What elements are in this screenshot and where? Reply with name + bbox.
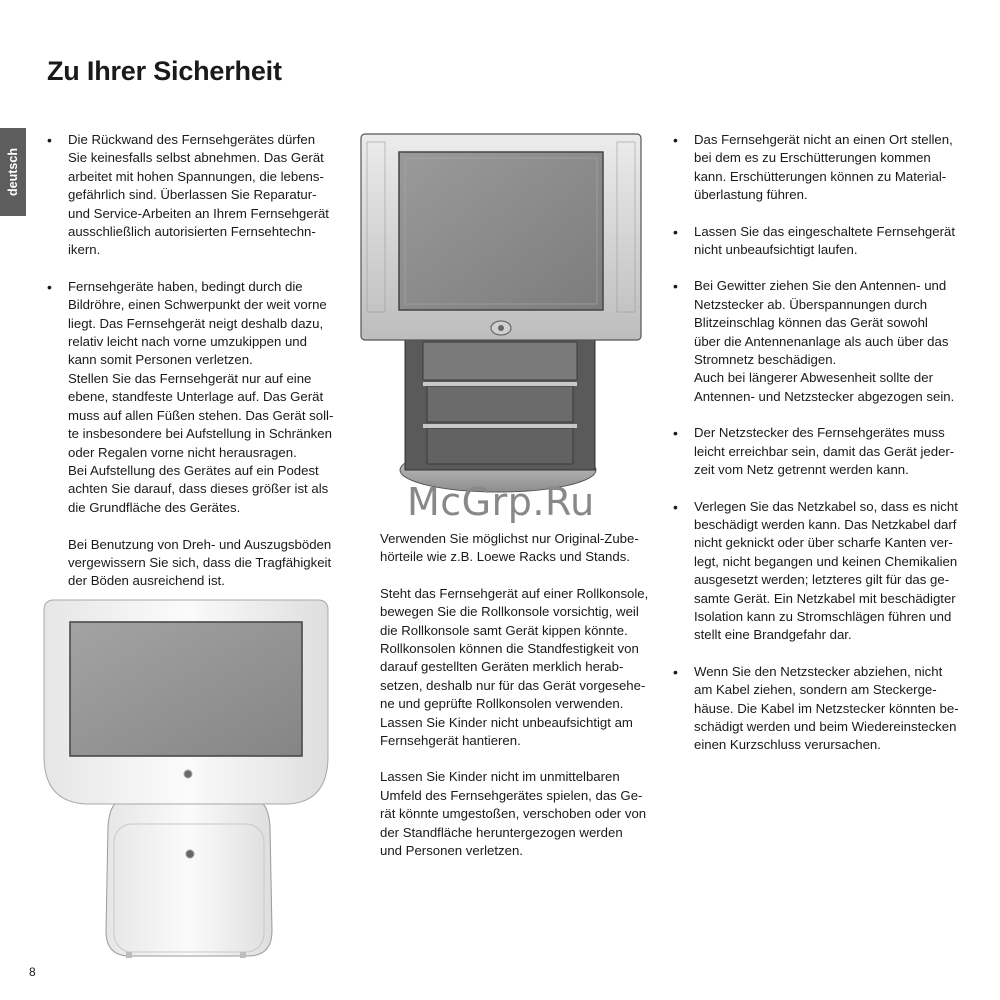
text-line: ausschließlich autorisierten Fernsehtechn-	[68, 224, 316, 240]
text-line: darauf gestellten Geräten merklich herab-	[380, 659, 624, 675]
text-line: • Das Fernsehgerät nicht an einen Ort stellen,	[694, 132, 953, 147]
text-line: Rollkonsolen können die Standfestigkeit von	[380, 641, 639, 657]
text-line: oder Regalen vorne nicht herausragen.	[68, 444, 297, 460]
text-line: beschädigt werden kann. Das Netzkabel darf	[694, 516, 957, 532]
text-line: gefährlich sind. Überlassen Sie Reparatur-	[68, 187, 317, 203]
text-line: liegt. Das Fernsehgerät neigt deshalb dazu,	[68, 315, 324, 331]
paragraph	[380, 530, 650, 567]
text-line: ikern.	[68, 242, 101, 258]
bullet-item	[673, 663, 973, 755]
text-line: Stromnetz beschädigen.	[694, 352, 837, 368]
watermark: McGrp.Ru	[407, 480, 595, 524]
paragraph	[380, 585, 650, 751]
tv-power-led	[184, 770, 192, 778]
text-line	[68, 517, 347, 535]
text-line: samte Gerät. Ein Netzkabel mit beschädigter	[694, 590, 956, 606]
text-line: achten Sie darauf, dass dieses größer ist als	[68, 481, 329, 497]
text-line: kann. Erschütterungen können zu Material-	[694, 168, 947, 184]
text-line: Verwenden Sie möglichst nur Original-Zube-	[380, 531, 639, 546]
text-line: • Lassen Sie das eingeschaltete Fernsehgerät	[694, 223, 955, 239]
bullet-item	[673, 277, 973, 406]
text-line: Auch bei längerer Abwesenheit sollte der	[694, 370, 933, 386]
text-line: Lassen Sie Kinder nicht unbeaufsichtigt am	[380, 714, 633, 730]
tv-on-stand-illustration	[40, 596, 335, 966]
text-line: setzen, deshalb nur für das Gerät vorgesehe-	[380, 677, 646, 693]
text-line: Netzstecker ab. Überspannungen durch	[694, 296, 928, 312]
bullet-item	[673, 424, 973, 479]
language-tab-label: deutsch	[6, 148, 20, 196]
page-title: Zu Ihrer Sicherheit	[47, 56, 282, 86]
text-line: der Böden ausreichend ist.	[68, 573, 225, 589]
text-line: zeit vom Netz getrennt werden kann.	[694, 462, 909, 478]
text-line: hörteile wie z.B. Loewe Racks und Stands.	[380, 549, 630, 565]
text-line: der Standfläche heruntergezogen werden	[380, 824, 623, 840]
text-line: Sie keinesfalls selbst abnehmen. Das Gerät	[68, 150, 324, 166]
bullet-item	[673, 131, 973, 205]
text-line: die Rollkonsole samt Gerät kippen könnte.	[380, 622, 628, 638]
text-line: bewegen Sie die Rollkonsole vorsichtig, weil	[380, 604, 639, 620]
text-line: • Bei Gewitter ziehen Sie den Antennen- und	[694, 278, 947, 294]
text-line: kann somit Personen verletzen.	[68, 352, 253, 368]
text-line: überlastung führen.	[694, 187, 808, 203]
language-tab	[0, 128, 26, 216]
text-line: • Fernsehgeräte haben, bedingt durch die	[68, 278, 303, 294]
text-line: arbeitet mit hohen Spannungen, die lebens-	[68, 168, 324, 184]
right-bullet-list	[673, 131, 973, 755]
text-line: Bildröhre, einen Schwerpunkt der weit vorne	[68, 297, 327, 313]
text-line: leicht erreichbar sein, damit das Gerät jeder-	[694, 443, 955, 459]
tv-screen	[399, 152, 603, 310]
bullet-item	[673, 223, 973, 260]
text-line: ne und geprüfte Rollkonsolen verwenden.	[380, 696, 624, 712]
text-line: Umfeld des Fernsehgerätes spielen, das Ge-	[380, 787, 643, 803]
text-line: und Personen verletzen.	[380, 843, 523, 859]
text-line: Lassen Sie Kinder nicht im unmittelbaren	[380, 769, 620, 785]
text-line: • Wenn Sie den Netzstecker abziehen, nicht	[694, 663, 943, 679]
text-line: häuse. Die Kabel im Netzstecker könnten be-	[694, 700, 959, 716]
text-line: Bei Aufstellung des Gerätes auf ein Podest	[68, 462, 319, 478]
text-line: rät könnte umgestoßen, verschoben oder von	[380, 806, 647, 822]
text-line: stellt eine Brandgefahr dar.	[694, 627, 852, 643]
bullet-item	[47, 131, 347, 260]
text-line: Stellen Sie das Fernsehgerät nur auf eine	[68, 370, 312, 386]
text-line: ausgesetzt werden; letzteres gilt für das ge-	[694, 572, 950, 588]
text-line: und Service-Arbeiten an Ihrem Fernsehgerät	[68, 205, 329, 221]
right-text-column	[673, 131, 973, 773]
text-line: nicht unbeaufsichtigt laufen.	[694, 242, 858, 258]
bullet-item	[47, 278, 347, 591]
middle-text-column	[380, 530, 650, 879]
text-line: Isolation kann zu Stromschlägen führen und	[694, 608, 952, 624]
text-line: schädigt werden und beim Wiedereinstecken	[694, 718, 957, 734]
text-line: • Der Netzstecker des Fernsehgerätes muss	[694, 425, 945, 441]
text-line: Bei Benutzung von Dreh- und Auszugsböden	[68, 536, 332, 552]
bullet-item	[673, 498, 973, 645]
text-line: muss auf allen Füßen stehen. Das Gerät soll-	[68, 407, 334, 423]
paragraph	[380, 768, 650, 860]
text-line: einen Kurzschluss verursachen.	[694, 737, 881, 753]
text-line: nicht geknickt oder über scharfe Kanten ver-	[694, 535, 953, 551]
text-line: relativ leicht nach vorne umzukippen und	[68, 334, 307, 350]
text-line: legt, nicht begangen und keinen Chemikalien	[694, 553, 958, 569]
page-number: 8	[29, 965, 36, 979]
tv-screen-2	[70, 622, 302, 756]
text-line: über die Antennenanlage als auch über das	[694, 333, 949, 349]
text-line: die Grundfläche des Gerätes.	[68, 499, 241, 515]
text-line: Steht das Fernsehgerät auf einer Rollkonsole,	[380, 585, 649, 601]
text-line: • Die Rückwand des Fernsehgerätes dürfen	[68, 132, 316, 147]
text-line: am Kabel ziehen, sondern am Steckerge-	[694, 682, 937, 698]
text-line: ebene, standfeste Unterlage auf. Das Gerät	[68, 389, 324, 405]
text-line: te insbesondere bei Aufstellung in Schränken	[68, 426, 332, 442]
text-line: • Verlegen Sie das Netzkabel so, dass es nicht	[694, 498, 958, 514]
text-line: Fernsehgerät hantieren.	[380, 733, 521, 749]
left-text-column	[47, 131, 347, 609]
tv-on-rack-illustration	[355, 130, 645, 505]
text-line: vergewissern Sie sich, dass die Tragfähigkeit	[68, 554, 332, 570]
left-bullet-list	[47, 131, 347, 591]
text-line: Antennen- und Netzstecker abgezogen sein.	[694, 388, 955, 404]
text-line: Blitzeinschlag können das Gerät sowohl	[694, 315, 928, 331]
text-line: bei dem es zu Erschütterungen kommen	[694, 150, 931, 166]
